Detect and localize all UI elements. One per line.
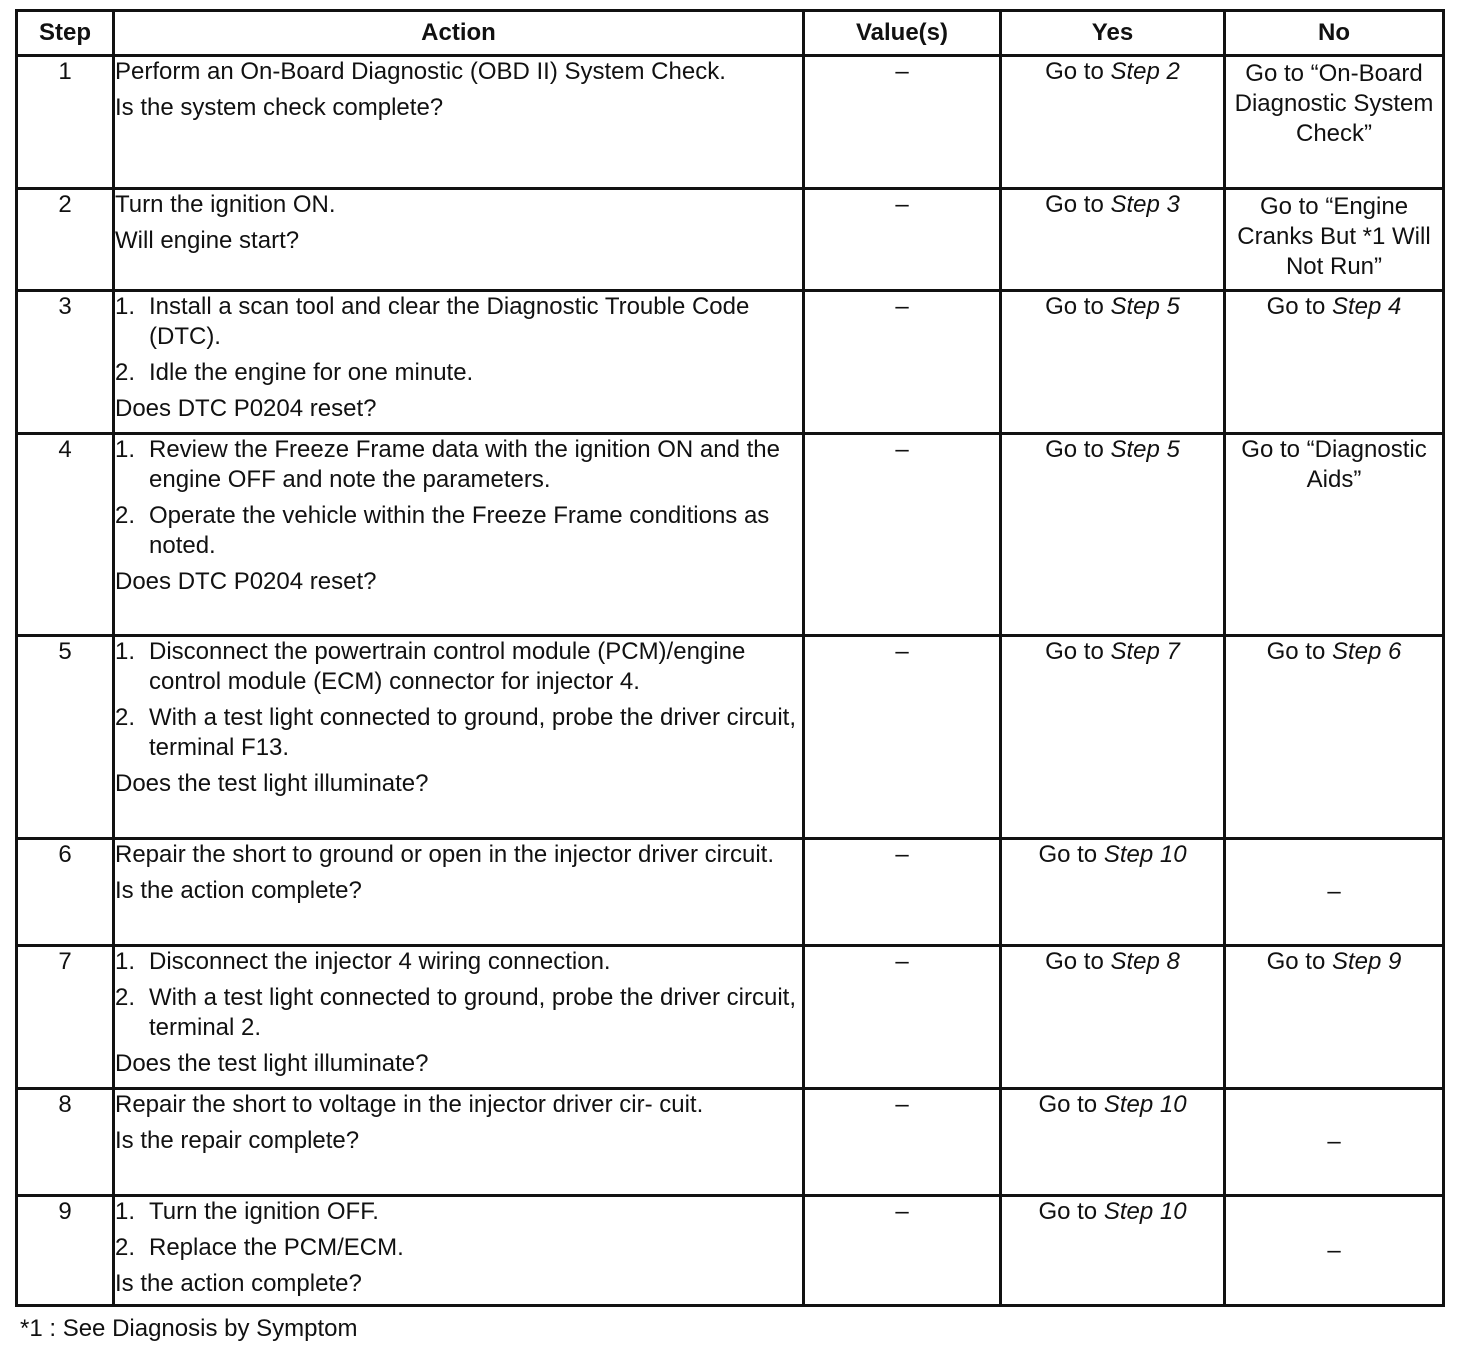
value-cell: – [804, 291, 1001, 434]
no-cell: – [1225, 1089, 1444, 1196]
step-number: 9 [17, 1196, 114, 1306]
table-row [17, 946, 1444, 1089]
no-cell [1225, 946, 1444, 1089]
no-prefix: Go to [1266, 948, 1332, 975]
yes-prefix: Go to [1045, 638, 1111, 665]
yes-cell [1001, 1089, 1225, 1196]
no-cell: Go to “On-Board Diagnostic System Check” [1225, 56, 1444, 189]
action-item: 1. Disconnect the injector 4 wiring connection. [115, 948, 611, 975]
yes-prefix: Go to [1045, 948, 1111, 975]
action-text: Turn the ignition ON. [115, 191, 336, 218]
action-question: Does the test light illuminate? [115, 770, 429, 797]
value-cell: – [804, 636, 1001, 839]
step-number: 5 [17, 636, 114, 839]
value-cell: – [804, 189, 1001, 291]
action-cell [114, 946, 804, 1089]
action-cell [114, 434, 804, 636]
action-item: 2. Operate the vehicle within the Freeze Frame conditions as noted. [115, 502, 770, 559]
header-action: Action [114, 11, 804, 56]
action-item: 2. With a test light connected to ground, probe the driver circuit, terminal 2. [115, 984, 797, 1041]
yes-prefix: Go to [1045, 58, 1111, 85]
yes-prefix: Go to [1045, 293, 1111, 320]
yes-cell [1001, 56, 1225, 189]
action-text: Repair the short to voltage in the injector driver cir- cuit. [115, 1091, 704, 1118]
header-values: Value(s) [804, 11, 1001, 56]
value-cell: – [804, 1196, 1001, 1306]
step-number: 1 [17, 56, 114, 189]
no-prefix: Go to [1266, 293, 1332, 320]
table-row [17, 291, 1444, 434]
action-cell [114, 291, 804, 434]
no-step-link: Step 6 [1331, 638, 1402, 665]
header-step: Step [17, 11, 114, 56]
footnote: *1 : See Diagnosis by Symptom [20, 1315, 358, 1342]
action-question: Will engine start? [115, 227, 300, 254]
diagnostic-table [15, 9, 1445, 1307]
yes-step-link: Step 10 [1103, 1091, 1187, 1118]
action-question: Is the repair complete? [115, 1127, 360, 1154]
action-item: 2. With a test light connected to ground, probe the driver circuit, terminal F13. [115, 704, 797, 761]
no-cell: Go to “Engine Cranks But *1 Will Not Run” [1225, 189, 1444, 291]
yes-step-link: Step 3 [1110, 191, 1180, 218]
action-cell [114, 839, 804, 946]
action-item: 1. Disconnect the powertrain control module (PCM)/engine control module (ECM) connector for injector 4. [115, 638, 746, 695]
yes-cell [1001, 434, 1225, 636]
action-item: 2. Idle the engine for one minute. [115, 359, 474, 386]
yes-prefix: Go to [1045, 191, 1111, 218]
yes-cell [1001, 291, 1225, 434]
action-question: Does DTC P0204 reset? [115, 395, 377, 422]
table-row [17, 56, 1444, 189]
table-row [17, 636, 1444, 839]
table-row [17, 1196, 1444, 1306]
yes-step-link: Step 2 [1110, 58, 1180, 85]
yes-prefix: Go to [1038, 1091, 1104, 1118]
no-cell [1225, 291, 1444, 434]
yes-step-link: Step 10 [1103, 841, 1187, 868]
yes-cell [1001, 1196, 1225, 1306]
value-cell: – [804, 946, 1001, 1089]
value-cell: – [804, 1089, 1001, 1196]
value-cell: – [804, 56, 1001, 189]
no-step-link: Step 9 [1331, 948, 1402, 975]
table-row [17, 434, 1444, 636]
action-question: Is the action complete? [115, 877, 362, 904]
no-prefix: Go to [1266, 638, 1332, 665]
action-cell [114, 56, 804, 189]
yes-prefix: Go to [1038, 841, 1104, 868]
value-cell: – [804, 434, 1001, 636]
yes-cell [1001, 189, 1225, 291]
no-cell: Go to “Diagnostic Aids” [1225, 434, 1444, 636]
table-row [17, 189, 1444, 291]
yes-cell [1001, 839, 1225, 946]
action-text: Repair the short to ground or open in the injector driver circuit. [115, 841, 775, 868]
yes-prefix: Go to [1045, 436, 1111, 463]
action-question: Is the action complete? [115, 1270, 362, 1297]
step-number: 7 [17, 946, 114, 1089]
action-item: 1. Install a scan tool and clear the Diagnostic Trouble Code (DTC). [115, 293, 750, 350]
action-cell [114, 189, 804, 291]
action-item: 2. Replace the PCM/ECM. [115, 1234, 404, 1261]
yes-step-link: Step 10 [1103, 1198, 1187, 1225]
yes-step-link: Step 5 [1110, 293, 1180, 320]
action-cell [114, 636, 804, 839]
no-cell [1225, 636, 1444, 839]
yes-cell [1001, 636, 1225, 839]
step-number: 8 [17, 1089, 114, 1196]
value-cell: – [804, 839, 1001, 946]
table-row [17, 839, 1444, 946]
step-number: 6 [17, 839, 114, 946]
yes-step-link: Step 7 [1110, 638, 1180, 665]
no-cell: – [1225, 839, 1444, 946]
action-text: Perform an On-Board Diagnostic (OBD II) System Check. [115, 58, 726, 85]
header-yes: Yes [1001, 11, 1225, 56]
action-cell [114, 1089, 804, 1196]
action-cell [114, 1196, 804, 1306]
action-item: 1. Review the Freeze Frame data with the ignition ON and the engine OFF and note the parameters. [115, 436, 780, 493]
action-question: Is the system check complete? [115, 94, 444, 121]
action-item: 1. Turn the ignition OFF. [115, 1198, 379, 1225]
header-no: No [1225, 11, 1444, 56]
header-row [17, 11, 1444, 56]
yes-prefix: Go to [1038, 1198, 1104, 1225]
yes-step-link: Step 8 [1110, 948, 1180, 975]
step-number: 3 [17, 291, 114, 434]
no-cell: – [1225, 1196, 1444, 1306]
action-question: Does the test light illuminate? [115, 1050, 429, 1077]
step-number: 2 [17, 189, 114, 291]
action-question: Does DTC P0204 reset? [115, 568, 377, 595]
no-step-link: Step 4 [1331, 293, 1402, 320]
yes-step-link: Step 5 [1110, 436, 1180, 463]
yes-cell [1001, 946, 1225, 1089]
table-row [17, 1089, 1444, 1196]
step-number: 4 [17, 434, 114, 636]
